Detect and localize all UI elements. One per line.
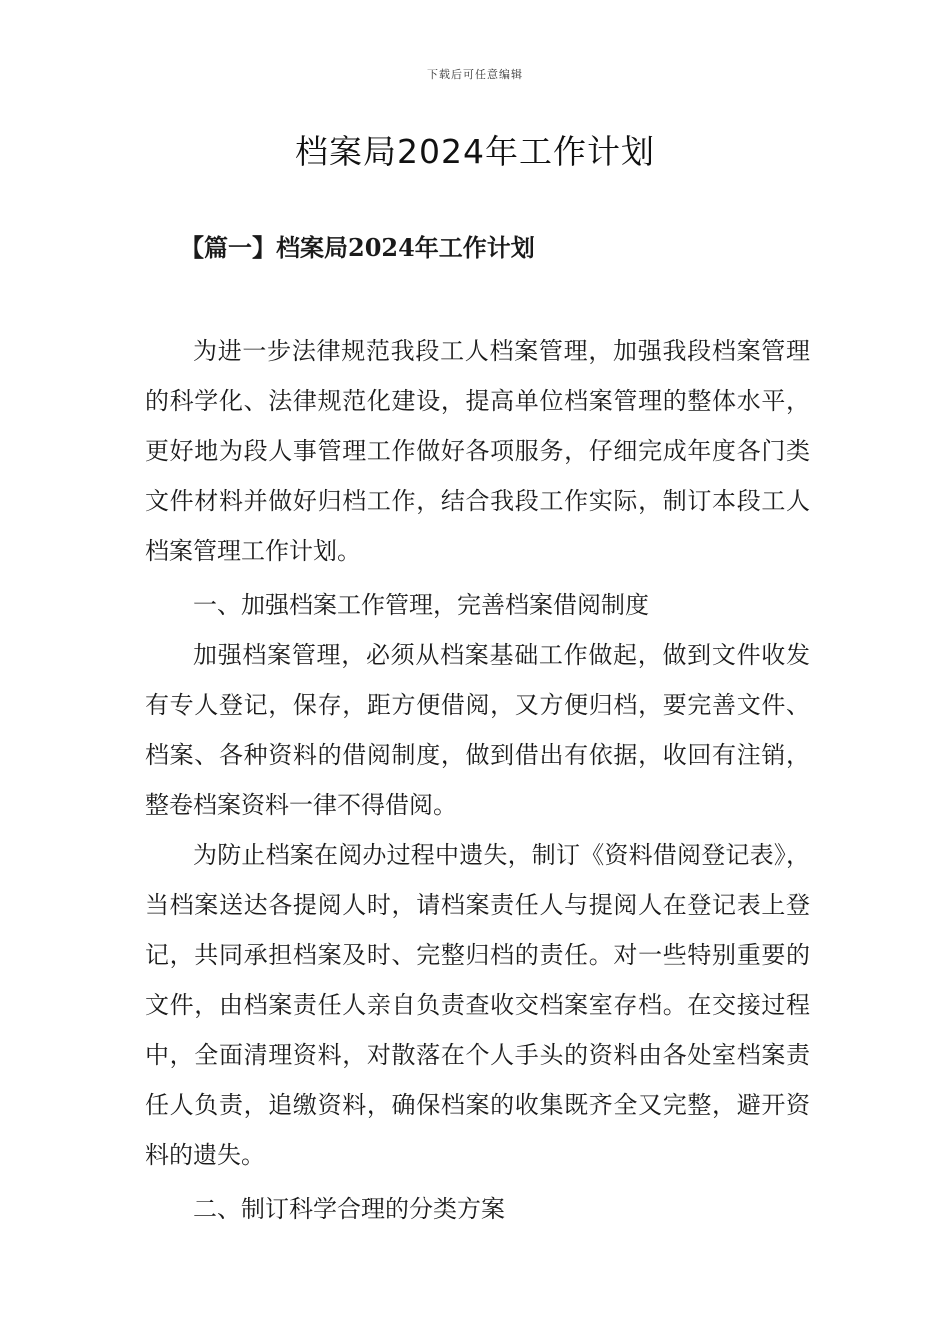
- paragraph-archive-management: 加强档案管理，必须从档案基础工作做起，做到文件收发有专人登记，保存，距方便借阅，又方便归档，要完善文件、档案、各种资料的借阅制度，做到借出有依据，收回有注销，整卷档案资料一律不得借阅。: [145, 641, 810, 819]
- document-body: [145, 326, 810, 1234]
- paragraph-intro: 为进一步法律规范我段工人档案管理，加强我段档案管理的科学化、法律规范化建设，提高单位档案管理的整体水平，更好地为段人事管理工作做好各项服务，仔细完成年度各门类文件材料并做好归档工作，结合我段工作实际，制订本段工人档案管理工作计划。: [145, 337, 810, 565]
- heading-two: 二、制订科学合理的分类方案: [193, 1195, 505, 1223]
- heading-one: 一、加强档案工作管理，完善档案借阅制度: [193, 591, 649, 619]
- paragraph-loss-prevention: 为防止档案在阅办过程中遗失，制订《资料借阅登记表》，当档案送达各提阅人时，请档案责任人与提阅人在登记表上登记，共同承担档案及时、完整归档的责任。对一些特别重要的文件，由档案责任人亲自负责查收交档案室存档。在交接过程中，全面清理资料，对散落在个人手头的资料由各处室档案责任人负责，追缴资料，确保档案的收集既齐全又完整，避开资料的遗失。: [145, 841, 810, 1169]
- section-title: 【篇一】档案局2024年工作计划: [180, 233, 535, 262]
- document-title: 档案局2024年工作计划: [295, 132, 655, 171]
- header-note: 下载后可任意编辑: [427, 68, 523, 81]
